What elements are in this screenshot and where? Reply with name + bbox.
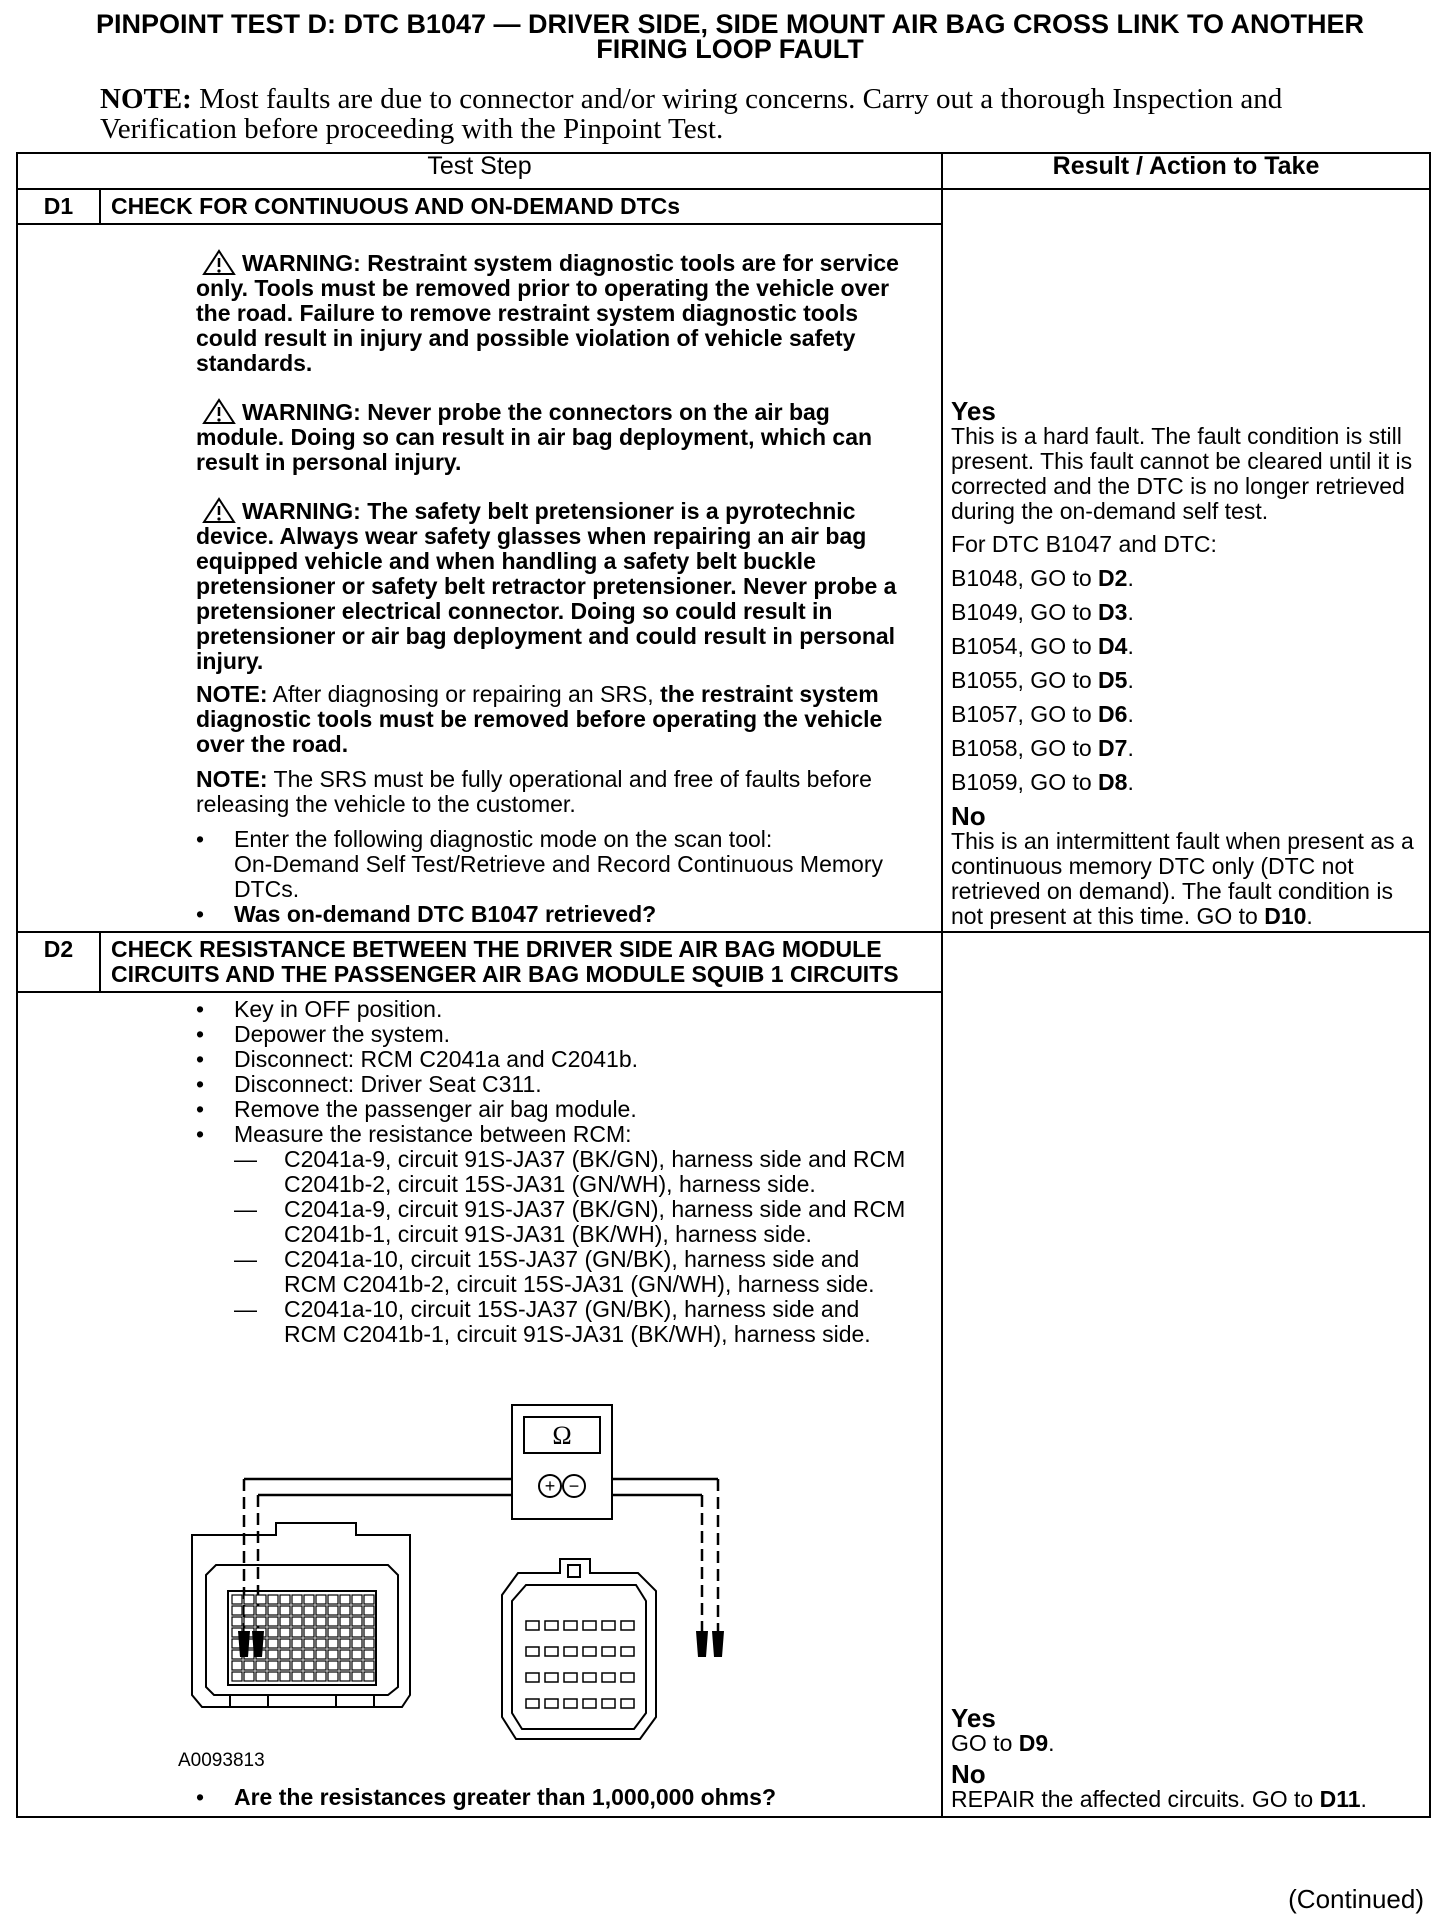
rcm-pin bbox=[268, 1661, 278, 1670]
d2-question-text: Are the resistances greater than 1,000,000 ohms? bbox=[234, 1784, 777, 1810]
note-2-text: The SRS must be fully operational and free of faults before releasing the vehicle to the customer. bbox=[196, 766, 872, 817]
rcm-pin bbox=[364, 1639, 374, 1648]
seat-pin bbox=[583, 1621, 596, 1630]
goto-end: . bbox=[1127, 735, 1134, 761]
warning-2 bbox=[196, 398, 917, 475]
result-d1-yes-text: This is a hard fault. The fault condition is still present. This fault cannot be cleared until it is corrected and the DTC is no longer retrieved during the on-demand self test. bbox=[951, 423, 1413, 524]
rcm-pin bbox=[316, 1650, 326, 1659]
rcm-pin bbox=[316, 1639, 326, 1648]
result-d2-no-label: No bbox=[951, 1759, 986, 1789]
seat-pin bbox=[621, 1699, 634, 1708]
rcm-pin bbox=[304, 1628, 314, 1637]
result-d1-goto-list bbox=[951, 566, 1421, 795]
rcm-pin bbox=[316, 1672, 326, 1681]
rcm-pin bbox=[364, 1628, 374, 1637]
rcm-pin bbox=[256, 1606, 266, 1615]
rcm-pin bbox=[316, 1661, 326, 1670]
rcm-pin bbox=[316, 1617, 326, 1626]
seat-pin bbox=[545, 1699, 558, 1708]
rcm-pin bbox=[340, 1672, 350, 1681]
goto-end: . bbox=[1127, 565, 1134, 591]
note-1 bbox=[196, 682, 917, 757]
rcm-pin bbox=[340, 1628, 350, 1637]
result-d2-no-body: REPAIR the affected circuits. GO to bbox=[951, 1786, 1320, 1812]
header-result: Result / Action to Take bbox=[942, 153, 1430, 189]
plus-terminal-label: + bbox=[544, 1476, 556, 1496]
rcm-pin bbox=[328, 1672, 338, 1681]
header-test-step: Test Step bbox=[17, 153, 942, 189]
rcm-pin bbox=[364, 1595, 374, 1604]
result-d1-goto-item bbox=[951, 702, 1421, 727]
warning-3-text: WARNING: The safety belt pretensioner is a pyrotechnic device. Always wear safety glasses when repairing an air bag equipped vehicle and when handling a safety belt buckle pretensioner or safety belt retractor pretensioner. Never probe a pretensioner electrical connector. Doing so could result in pretensioner or air bag deployment and could result in personal injury. bbox=[196, 498, 897, 674]
goto-end: . bbox=[1127, 599, 1134, 625]
d2-question bbox=[196, 1785, 917, 1810]
table-header-row bbox=[17, 153, 1430, 189]
result-d1-no-step: D10 bbox=[1264, 903, 1307, 929]
note-1-bold: the restraint system diagnostic tools must be removed before operating the vehicle over the road. bbox=[196, 681, 883, 757]
rcm-pin bbox=[244, 1672, 254, 1681]
goto-dtc: B1059, GO to bbox=[951, 769, 1099, 795]
rcm-pin bbox=[268, 1595, 278, 1604]
d2-blank-cell bbox=[17, 992, 100, 1817]
rcm-pin bbox=[244, 1661, 254, 1670]
result-d1-goto-item bbox=[951, 668, 1421, 693]
goto-end: . bbox=[1127, 633, 1134, 659]
rcm-pin bbox=[244, 1617, 254, 1626]
result-d1-goto-item bbox=[951, 770, 1421, 795]
rcm-pin bbox=[292, 1639, 302, 1648]
result-d1 bbox=[942, 189, 1430, 932]
rcm-pin bbox=[364, 1617, 374, 1626]
d2-bullet: • Key in OFF position. bbox=[196, 997, 917, 1022]
seat-pin bbox=[583, 1647, 596, 1656]
top-note-label: NOTE: bbox=[100, 83, 192, 115]
rcm-pin bbox=[328, 1606, 338, 1615]
rcm-pin bbox=[340, 1595, 350, 1604]
d2-bullets bbox=[196, 997, 917, 1147]
seat-pin bbox=[526, 1647, 539, 1656]
d2-measure-item: — C2041a-9, circuit 91S-JA37 (BK/GN), harness side and RCM C2041b-2, circuit 15S-JA31 (GN/WH), harness side. bbox=[234, 1147, 917, 1197]
rcm-pin bbox=[280, 1650, 290, 1659]
result-d1-yes-label: Yes bbox=[951, 396, 996, 426]
rcm-pin bbox=[304, 1672, 314, 1681]
d1-bullet-2 bbox=[196, 902, 917, 927]
seat-pin bbox=[583, 1699, 596, 1708]
rcm-pin bbox=[280, 1617, 290, 1626]
rcm-pin bbox=[232, 1672, 242, 1681]
rcm-pin bbox=[256, 1617, 266, 1626]
rcm-pin bbox=[316, 1595, 326, 1604]
result-d2-no-end: . bbox=[1360, 1786, 1367, 1812]
result-d1-no-text bbox=[951, 829, 1421, 929]
rcm-pin bbox=[268, 1672, 278, 1681]
goto-step: D6 bbox=[1098, 701, 1128, 727]
goto-end: . bbox=[1127, 701, 1134, 727]
warning-triangle-icon bbox=[196, 249, 242, 275]
d1-bullet-1 bbox=[196, 827, 917, 902]
seat-pin bbox=[526, 1673, 539, 1682]
result-d1-goto-item bbox=[951, 566, 1421, 591]
goto-step: D3 bbox=[1098, 599, 1128, 625]
d2-measure-item: — C2041a-10, circuit 15S-JA37 (GN/BK), harness side and RCM C2041b-2, circuit 15S-JA31 (GN/WH), harness side. bbox=[234, 1247, 917, 1297]
d2-question-list bbox=[196, 1785, 917, 1810]
seat-pin bbox=[602, 1621, 615, 1630]
warning-triangle-icon bbox=[196, 398, 242, 424]
seat-pin bbox=[621, 1647, 634, 1656]
rcm-pin bbox=[268, 1628, 278, 1637]
result-d2-no-step: D11 bbox=[1319, 1786, 1361, 1812]
rcm-pin bbox=[268, 1606, 278, 1615]
seat-pin bbox=[545, 1673, 558, 1682]
rcm-pin bbox=[316, 1628, 326, 1637]
rcm-pin bbox=[364, 1661, 374, 1670]
rcm-pin bbox=[232, 1617, 242, 1626]
seat-pin bbox=[564, 1673, 577, 1682]
result-d1-no-label: No bbox=[951, 801, 986, 831]
result-d1-no-body: This is an intermittent fault when present as a continuous memory DTC only (DTC not retrieved on demand). The fault condition is not present at this time. GO to bbox=[951, 828, 1414, 929]
result-d2-no-text bbox=[951, 1787, 1421, 1812]
goto-dtc: B1057, GO to bbox=[951, 701, 1099, 727]
rcm-pin bbox=[328, 1650, 338, 1659]
seat-pin bbox=[526, 1699, 539, 1708]
rcm-pin bbox=[364, 1606, 374, 1615]
step-id-d2: D2 bbox=[17, 932, 100, 992]
d1-bullets bbox=[196, 827, 917, 927]
rcm-pin bbox=[280, 1672, 290, 1681]
title-line-2: FIRING LOOP FAULT bbox=[596, 34, 864, 64]
result-d1-goto-item bbox=[951, 634, 1421, 659]
rcm-pin bbox=[328, 1661, 338, 1670]
rcm-pin bbox=[292, 1661, 302, 1670]
note-2-label: NOTE: bbox=[196, 766, 268, 792]
rcm-pin bbox=[304, 1606, 314, 1615]
rcm-pin bbox=[352, 1628, 362, 1637]
rcm-pin bbox=[292, 1650, 302, 1659]
rcm-pin bbox=[280, 1606, 290, 1615]
goto-dtc: B1054, GO to bbox=[951, 633, 1099, 659]
rcm-pin bbox=[352, 1661, 362, 1670]
result-d1-goto-item bbox=[951, 600, 1421, 625]
rcm-pin bbox=[304, 1595, 314, 1604]
rcm-pin bbox=[352, 1672, 362, 1681]
rcm-pin bbox=[292, 1617, 302, 1626]
note-1-plain: After diagnosing or repairing an SRS, bbox=[267, 681, 661, 707]
result-d2-yes-end: . bbox=[1048, 1730, 1055, 1756]
rcm-pin bbox=[292, 1672, 302, 1681]
step-id-d1: D1 bbox=[17, 189, 100, 224]
seat-pin bbox=[545, 1621, 558, 1630]
seat-pin bbox=[602, 1647, 615, 1656]
d2-bullet: • Remove the passenger air bag module. bbox=[196, 1097, 917, 1122]
rcm-pin bbox=[256, 1672, 266, 1681]
d1-blank-cell bbox=[17, 224, 100, 932]
rcm-pin bbox=[232, 1595, 242, 1604]
seat-pin bbox=[526, 1621, 539, 1630]
seat-pin bbox=[564, 1621, 577, 1630]
rcm-pin bbox=[352, 1650, 362, 1659]
d2-measure-item: — C2041a-10, circuit 15S-JA37 (GN/BK), harness side and RCM C2041b-1, circuit 91S-JA31 (BK/WH), harness side. bbox=[234, 1297, 917, 1347]
seat-pin bbox=[564, 1699, 577, 1708]
rcm-pin bbox=[244, 1606, 254, 1615]
step-title-d1: CHECK FOR CONTINUOUS AND ON-DEMAND DTCs bbox=[100, 189, 942, 224]
step-title-d2: CHECK RESISTANCE BETWEEN THE DRIVER SIDE AIR BAG MODULE CIRCUITS AND THE PASSENGER AIR BAG MODULE SQUIB 1 CIRCUITS bbox=[100, 932, 942, 992]
rcm-pin bbox=[304, 1639, 314, 1648]
seat-pin bbox=[583, 1673, 596, 1682]
note-1-label: NOTE: bbox=[196, 681, 268, 707]
goto-dtc: B1048, GO to bbox=[951, 565, 1099, 591]
d2-bullet: • Disconnect: Driver Seat C311. bbox=[196, 1072, 917, 1097]
rcm-pin bbox=[232, 1661, 242, 1670]
rcm-pin bbox=[328, 1595, 338, 1604]
warning-triangle-icon bbox=[196, 497, 242, 523]
rcm-pin bbox=[340, 1606, 350, 1615]
warning-3 bbox=[196, 497, 917, 674]
result-d2-yes-step: D9 bbox=[1018, 1730, 1049, 1756]
ohm-symbol: Ω bbox=[552, 1421, 572, 1450]
rcm-pin bbox=[352, 1606, 362, 1615]
rcm-pin bbox=[340, 1639, 350, 1648]
minus-terminal-label: − bbox=[568, 1476, 580, 1496]
d2-measure-list bbox=[196, 1147, 917, 1347]
rcm-pin bbox=[292, 1595, 302, 1604]
d1-bullet-1-line-a: • Enter the following diagnostic mode on the scan tool: bbox=[234, 826, 773, 852]
rcm-pin bbox=[328, 1639, 338, 1648]
warning-2-text: WARNING: Never probe the connectors on the air bag module. Doing so can result in air bag deployment, which can result in personal injury. bbox=[196, 399, 873, 475]
page-title bbox=[40, 9, 1420, 64]
d2-bullet: • Disconnect: RCM C2041a and C2041b. bbox=[196, 1047, 917, 1072]
goto-dtc: B1049, GO to bbox=[951, 599, 1099, 625]
seat-pin bbox=[545, 1647, 558, 1656]
goto-dtc: B1055, GO to bbox=[951, 667, 1099, 693]
rcm-pin bbox=[268, 1639, 278, 1648]
d2-body bbox=[100, 992, 942, 1817]
rcm-pin bbox=[256, 1661, 266, 1670]
goto-end: . bbox=[1127, 769, 1134, 795]
goto-step: D2 bbox=[1098, 565, 1128, 591]
result-d1-no-end: . bbox=[1306, 903, 1313, 929]
rcm-pin bbox=[280, 1639, 290, 1648]
rcm-pin bbox=[304, 1650, 314, 1659]
rcm-pin bbox=[268, 1617, 278, 1626]
pinpoint-test-table bbox=[16, 152, 1431, 1818]
goto-end: . bbox=[1127, 667, 1134, 693]
rcm-pin bbox=[328, 1628, 338, 1637]
rcm-pin bbox=[352, 1595, 362, 1604]
seat-pin bbox=[564, 1647, 577, 1656]
rcm-pin bbox=[244, 1595, 254, 1604]
goto-step: D5 bbox=[1098, 667, 1128, 693]
goto-dtc: B1058, GO to bbox=[951, 735, 1099, 761]
note-2 bbox=[196, 767, 917, 817]
d2-title-row bbox=[17, 932, 1430, 992]
d1-title-row bbox=[17, 189, 1430, 224]
rcm-pin bbox=[268, 1650, 278, 1659]
rcm-pin bbox=[352, 1639, 362, 1648]
rcm-pin bbox=[232, 1606, 242, 1615]
result-d2-yes-text bbox=[951, 1731, 1421, 1756]
result-d2 bbox=[942, 932, 1430, 1817]
result-d2-yes-body: GO to bbox=[951, 1730, 1019, 1756]
seat-pin bbox=[602, 1699, 615, 1708]
result-d1-goto-item bbox=[951, 736, 1421, 761]
seat-pin bbox=[621, 1673, 634, 1682]
d1-body bbox=[100, 224, 942, 932]
d2-measure-item: — C2041a-9, circuit 91S-JA37 (BK/GN), harness side and RCM C2041b-1, circuit 91S-JA31 (BK/WH), harness side. bbox=[234, 1197, 917, 1247]
top-note bbox=[100, 84, 1400, 144]
goto-step: D4 bbox=[1098, 633, 1128, 659]
seat-pin bbox=[602, 1673, 615, 1682]
rcm-pin bbox=[364, 1672, 374, 1681]
warning-1 bbox=[196, 249, 917, 376]
seat-pin bbox=[621, 1621, 634, 1630]
rcm-pin bbox=[280, 1628, 290, 1637]
rcm-pin bbox=[340, 1650, 350, 1659]
resistance-diagram bbox=[166, 1395, 846, 1775]
warning-1-text: WARNING: Restraint system diagnostic tools are for service only. Tools must be removed prior to operating the vehicle over the road. Failure to remove restraint system diagnostic tools could result in injury and possible violation of vehicle safety standards. bbox=[196, 250, 899, 376]
result-d1-for-dtc: For DTC B1047 and DTC: bbox=[951, 531, 1217, 557]
result-d2-yes-label: Yes bbox=[951, 1703, 996, 1733]
rcm-pin bbox=[304, 1617, 314, 1626]
top-note-text: Most faults are due to connector and/or wiring concerns. Carry out a thorough Inspection and Verification before proceeding with the Pinpoint Test. bbox=[100, 83, 1283, 145]
d1-bullet-1-line-b: On-Demand Self Test/Retrieve and Record Continuous Memory DTCs. bbox=[234, 851, 883, 902]
title-line-1: PINPOINT TEST D: DTC B1047 — DRIVER SIDE, SIDE MOUNT AIR BAG CROSS LINK TO ANOTHER bbox=[95, 9, 1365, 39]
rcm-pin bbox=[352, 1617, 362, 1626]
rcm-pin bbox=[280, 1661, 290, 1670]
connector-diagram-svg bbox=[166, 1395, 846, 1775]
goto-step: D8 bbox=[1098, 769, 1128, 795]
rcm-pin bbox=[364, 1650, 374, 1659]
d2-bullet: • Measure the resistance between RCM: bbox=[196, 1122, 917, 1147]
rcm-pin bbox=[340, 1661, 350, 1670]
d1-bullet-2-text: Was on-demand DTC B1047 retrieved? bbox=[234, 901, 657, 927]
rcm-pin bbox=[316, 1606, 326, 1615]
seat-pin-grid bbox=[526, 1621, 634, 1708]
rcm-pin bbox=[304, 1661, 314, 1670]
d2-bullet: • Depower the system. bbox=[196, 1022, 917, 1047]
rcm-pin bbox=[292, 1628, 302, 1637]
goto-step: D7 bbox=[1098, 735, 1128, 761]
rcm-pin bbox=[328, 1617, 338, 1626]
rcm-pin bbox=[280, 1595, 290, 1604]
rcm-pin bbox=[292, 1606, 302, 1615]
rcm-pin bbox=[340, 1617, 350, 1626]
rcm-pin bbox=[256, 1595, 266, 1604]
continued-label: (Continued) bbox=[1288, 1884, 1424, 1914]
figure-caption: A0093813 bbox=[178, 1750, 265, 1771]
